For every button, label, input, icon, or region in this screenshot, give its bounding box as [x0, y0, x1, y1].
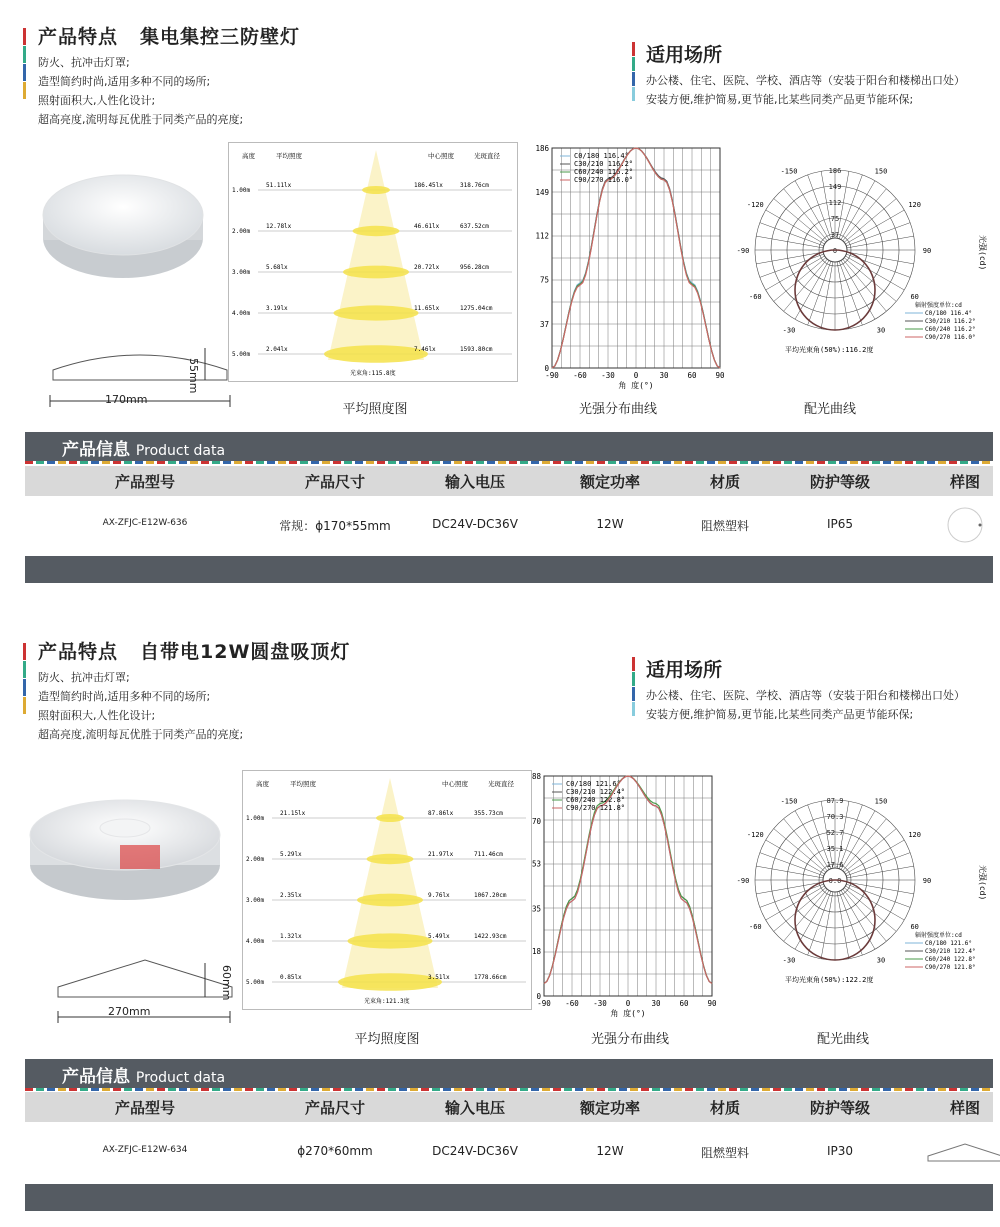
col-header: 产品尺寸	[304, 1099, 365, 1117]
color-accent-bar	[632, 42, 635, 102]
thumbnail-image	[925, 1139, 1000, 1165]
angle-label: -60	[748, 293, 762, 301]
col-header: 样图	[949, 473, 980, 491]
product-name: 自带电12W圆盘吸顶灯	[140, 641, 351, 663]
illum-height: 5.00m	[232, 351, 251, 358]
feature-title	[38, 637, 372, 664]
dimension-width: 170mm	[105, 393, 148, 406]
cell-power: 12W	[596, 1144, 624, 1158]
illum-header: 高度	[256, 780, 269, 788]
angle-label: -120	[746, 831, 764, 839]
legend-label: C0/180 121.6°	[925, 940, 972, 947]
radial-label: 70.3	[826, 813, 844, 821]
feature-item: 防火、抗冲击灯罩;	[38, 56, 130, 69]
angle-label: -30	[782, 326, 796, 335]
angle-label: -120	[746, 201, 764, 209]
y-tick-label: 149	[535, 187, 549, 197]
x-tick-label: 30	[659, 371, 669, 380]
table-row	[25, 500, 993, 550]
legend-label: C90/270 116.0°	[925, 334, 976, 341]
x-tick-label: 90	[707, 999, 717, 1008]
cell-voltage: DC24V-DC36V	[432, 1144, 518, 1158]
col-header: 防护等级	[809, 1099, 870, 1117]
illum-height: 4.00m	[246, 938, 265, 945]
angle-label: 60	[910, 923, 919, 931]
angle-label: 30	[876, 956, 886, 965]
thumbnail-image	[945, 505, 985, 545]
angle-label: 30	[876, 326, 886, 335]
application-line: 办公楼、住宅、医院、学校、酒店等（安装于阳台和楼梯出口处）	[646, 689, 965, 702]
angle-label: 120	[908, 201, 922, 209]
angle-label: -150	[780, 797, 798, 806]
radial-label: 37	[830, 231, 840, 239]
y-tick-label: 186	[535, 144, 549, 153]
radial-label: 75	[830, 215, 840, 223]
illum-center: 186.45lx	[414, 182, 443, 189]
color-accent-bar	[632, 657, 635, 717]
cell-size: ϕ270*60mm	[297, 1144, 373, 1158]
application-heading: 适用场所	[646, 659, 723, 681]
legend-label: C60/240 122.8°	[566, 796, 626, 804]
col-header: 额定功率	[579, 1099, 640, 1117]
light-spot	[376, 814, 404, 822]
info-title: 产品信息	[62, 440, 130, 460]
angle-label: 120	[908, 831, 922, 839]
angle-label: 90	[922, 247, 932, 255]
polar-beam-angle: 平均光束角(50%):122.2度	[785, 976, 874, 984]
legend-label: C0/180 116.4°	[925, 310, 972, 317]
lamp-photo	[38, 160, 208, 290]
light-spot	[334, 305, 419, 320]
x-axis-label: 角 度(°)	[618, 381, 654, 390]
radial-label: 149	[828, 183, 842, 191]
x-axis-label: 角 度(°)	[610, 1009, 646, 1018]
radial-label: 17.6	[826, 861, 844, 869]
y-tick-label: 0	[544, 364, 549, 373]
intensity-line-chart	[522, 770, 727, 1020]
illum-header: 光斑直径	[474, 152, 500, 160]
illum-diameter: 1778.66cm	[474, 974, 507, 981]
application-line: 安装方便,维护简易,更节能,比某些同类产品更节能环保;	[646, 708, 914, 721]
table-header	[25, 1092, 993, 1122]
illum-avg: 51.11lx	[266, 182, 292, 189]
x-tick-label: -90	[537, 999, 551, 1008]
legend-title: 辐射强度单位:cd	[915, 932, 962, 939]
legend-label: C0/180 116.4°	[574, 152, 629, 160]
x-tick-label: -30	[593, 999, 607, 1008]
y-tick-label: 53	[531, 859, 541, 869]
radial-label: 0.0	[828, 877, 842, 885]
product-section-2	[0, 615, 1000, 1215]
caption-intensity: 光强分布曲线	[590, 1032, 669, 1047]
illum-avg: 2.35lx	[280, 892, 302, 899]
illum-height: 2.00m	[232, 228, 251, 235]
y-tick-label: 37	[539, 320, 549, 330]
feature-list	[38, 53, 243, 129]
illum-avg: 5.29lx	[280, 851, 302, 858]
radial-label: 52.7	[826, 829, 844, 837]
illum-height: 5.00m	[246, 979, 265, 986]
polar-chart	[730, 785, 992, 990]
illum-height: 4.00m	[232, 310, 251, 317]
illum-diameter: 1422.93cm	[474, 933, 507, 940]
info-title: 产品信息	[62, 1067, 130, 1087]
cell-material: 阻燃塑料	[700, 519, 749, 533]
feature-list	[38, 668, 243, 744]
illum-diameter: 956.28cm	[460, 264, 489, 271]
caption-intensity: 光强分布曲线	[578, 402, 657, 417]
radial-label: 112	[828, 199, 842, 207]
feature-item: 超高亮度,流明每瓦优胜于同类产品的亮度;	[38, 728, 244, 741]
footer-bar	[25, 556, 993, 583]
y-tick-label: 75	[539, 275, 549, 285]
col-header: 产品尺寸	[304, 473, 365, 491]
caption-distribution: 配光曲线	[803, 402, 856, 417]
illum-avg: 5.68lx	[266, 264, 288, 271]
x-tick-label: -60	[565, 999, 579, 1008]
col-header: 输入电压	[444, 1099, 505, 1117]
illum-height: 3.00m	[232, 269, 251, 276]
y-tick-label: 70	[531, 817, 541, 826]
cell-ip: IP65	[826, 517, 854, 531]
caption-distribution: 配光曲线	[816, 1032, 869, 1047]
light-spot	[367, 854, 414, 864]
legend-label: C90/270 116.0°	[574, 176, 634, 184]
dimension-height: 60mm	[220, 965, 233, 1001]
caption-illuminance: 平均照度图	[354, 1032, 420, 1047]
application-text	[646, 686, 965, 724]
illum-center: 9.76lx	[428, 892, 450, 899]
application-line: 安装方便,维护简易,更节能,比某些同类产品更节能环保;	[646, 93, 914, 106]
application-heading: 适用场所	[646, 44, 723, 66]
legend-label: C30/210 116.2°	[574, 160, 634, 168]
angle-label: 60	[910, 293, 919, 301]
table-header	[25, 466, 993, 496]
legend-label: C60/240 116.2°	[574, 168, 634, 176]
legend-label: C90/270 121.8°	[925, 964, 976, 971]
color-accent-bar	[23, 28, 26, 98]
illum-avg: 3.19lx	[266, 305, 288, 312]
x-tick-label: 60	[679, 999, 689, 1008]
illum-center: 87.86lx	[428, 810, 454, 817]
x-tick-label: -30	[601, 371, 615, 380]
polar-chart	[730, 155, 992, 360]
angle-label: -90	[736, 877, 750, 885]
angle-label: 90	[922, 877, 932, 885]
feature-item: 防火、抗冲击灯罩;	[38, 671, 130, 684]
cell-size: 常规：ϕ170*55mm	[279, 519, 391, 533]
illum-height: 2.00m	[246, 856, 265, 863]
color-accent-bar	[23, 643, 26, 713]
polar-ylabel: 光强(cd)	[978, 235, 987, 271]
col-header: 输入电压	[444, 473, 505, 491]
info-header-bar	[25, 1059, 993, 1089]
illum-diameter: 1593.80cm	[460, 346, 493, 353]
x-tick-label: 60	[687, 371, 697, 380]
cell-voltage: DC24V-DC36V	[432, 517, 518, 531]
cell-material: 阻燃塑料	[700, 1146, 749, 1160]
col-header: 产品型号	[114, 473, 175, 491]
illum-center: 20.72lx	[414, 264, 440, 271]
info-title-en: Product data	[135, 1070, 226, 1086]
x-tick-label: 30	[651, 999, 661, 1008]
col-header: 样图	[949, 1099, 980, 1117]
legend-label: C60/240 122.8°	[925, 956, 976, 963]
illum-center: 11.65lx	[414, 305, 440, 312]
illum-center: 21.97lx	[428, 851, 454, 858]
illum-header: 平均照度	[290, 780, 316, 788]
illum-center: 3.51lx	[428, 974, 450, 981]
legend-label: C0/180 121.6°	[566, 780, 621, 788]
dimension-height: 55mm	[187, 358, 200, 394]
info-header-bar	[25, 432, 993, 462]
illuminance-diagram	[242, 770, 532, 1010]
table-row	[25, 1127, 993, 1177]
y-tick-label: 0	[536, 992, 541, 1001]
illum-header: 光斑直径	[488, 780, 514, 788]
illum-beam-angle: 光束角:115.8度	[350, 370, 396, 377]
illum-avg: 21.15lx	[280, 810, 306, 817]
y-tick-label: 18	[531, 947, 541, 956]
illum-header: 中心照度	[442, 780, 468, 788]
illum-diameter: 1275.04cm	[460, 305, 493, 312]
light-spot	[324, 345, 428, 363]
dotted-divider	[25, 1088, 993, 1091]
y-tick-label: 112	[535, 231, 549, 241]
feature-item: 超高亮度,流明每瓦优胜于同类产品的亮度;	[38, 113, 244, 126]
intensity-line-chart	[530, 142, 730, 394]
light-spot	[353, 226, 400, 236]
caption-illuminance: 平均照度图	[342, 402, 408, 417]
cell-ip: IP30	[826, 1144, 854, 1158]
radial-label: 0	[832, 247, 838, 255]
light-spot	[348, 933, 433, 948]
legend-label: C90/270 121.8°	[566, 804, 626, 812]
x-tick-label: 0	[625, 999, 631, 1008]
radial-label: 35.1	[826, 845, 844, 853]
legend-label: C60/240 116.2°	[925, 326, 976, 333]
radial-label: 87.9	[826, 797, 844, 805]
info-title-en: Product data	[135, 443, 226, 459]
feature-heading: 产品特点	[38, 26, 119, 48]
footer-bar	[25, 1184, 993, 1211]
cell-power: 12W	[596, 517, 624, 531]
illum-diameter: 318.76cm	[460, 182, 489, 189]
illum-header: 平均照度	[276, 152, 302, 160]
polar-ylabel: 光强(cd)	[978, 865, 987, 901]
feature-item: 照射面积大,人性化设计;	[38, 709, 156, 722]
illum-header: 高度	[242, 152, 255, 160]
feature-item: 照射面积大,人性化设计;	[38, 94, 156, 107]
illum-center: 46.61lx	[414, 223, 440, 230]
x-tick-label: 0	[633, 371, 639, 380]
illum-center: 7.46lx	[414, 346, 436, 353]
illum-height: 1.00m	[232, 187, 251, 194]
x-tick-label: 90	[715, 371, 725, 380]
illum-diameter: 711.46cm	[474, 851, 503, 858]
col-header: 材质	[709, 1099, 740, 1117]
angle-label: -60	[748, 923, 762, 931]
feature-item: 造型简约时尚,适用多种不同的场所;	[38, 75, 211, 88]
light-spot	[362, 186, 390, 194]
light-spot	[338, 973, 442, 991]
illum-height: 1.00m	[246, 815, 265, 822]
col-header: 防护等级	[809, 473, 870, 491]
angle-label: -90	[736, 247, 750, 255]
illum-diameter: 1067.20cm	[474, 892, 507, 899]
illum-center: 5.49lx	[428, 933, 450, 940]
radial-label: 186	[828, 167, 842, 175]
legend-label: C30/210 122.4°	[925, 948, 976, 955]
legend-label: C30/210 116.2°	[925, 318, 976, 325]
dimension-drawing	[50, 955, 240, 1030]
col-header: 额定功率	[579, 473, 640, 491]
angle-label: 150	[874, 797, 888, 806]
dotted-divider	[25, 461, 993, 464]
dimension-width: 270mm	[108, 1005, 151, 1018]
illum-avg: 1.32lx	[280, 933, 302, 940]
polar-beam-angle: 平均光束角(50%):116.2度	[785, 346, 874, 354]
product-section-1	[0, 0, 1000, 600]
illuminance-diagram	[228, 142, 518, 382]
lamp-photo	[25, 790, 225, 910]
feature-title	[38, 22, 322, 49]
legend-title: 辐射强度单位:cd	[915, 302, 962, 309]
angle-label: -150	[780, 167, 798, 176]
cell-model: AX-ZFJC-E12W-636	[102, 518, 188, 528]
col-header: 产品型号	[114, 1099, 175, 1117]
y-tick-label: 35	[531, 904, 541, 914]
cell-model: AX-ZFJC-E12W-634	[102, 1145, 188, 1155]
light-spot	[343, 266, 409, 279]
application-text	[646, 71, 965, 109]
illum-diameter: 637.52cm	[460, 223, 489, 230]
illum-height: 3.00m	[246, 897, 265, 904]
illum-avg: 0.85lx	[280, 974, 302, 981]
legend-label: C30/210 122.4°	[566, 788, 626, 796]
illum-header: 中心照度	[428, 152, 454, 160]
angle-label: 150	[874, 167, 888, 176]
light-spot	[357, 894, 423, 907]
illum-beam-angle: 光束角:121.3度	[364, 998, 410, 1005]
feature-heading: 产品特点	[38, 641, 119, 663]
col-header: 材质	[709, 473, 740, 491]
y-tick-label: 88	[531, 772, 541, 781]
product-name: 集电集控三防壁灯	[140, 26, 301, 48]
feature-item: 造型简约时尚,适用多种不同的场所;	[38, 690, 211, 703]
illum-avg: 12.78lx	[266, 223, 292, 230]
illum-avg: 2.04lx	[266, 346, 288, 353]
angle-label: -30	[782, 956, 796, 965]
application-line: 办公楼、住宅、医院、学校、酒店等（安装于阳台和楼梯出口处）	[646, 74, 965, 87]
illum-diameter: 355.73cm	[474, 810, 503, 817]
x-tick-label: -60	[573, 371, 587, 380]
x-tick-label: -90	[545, 371, 559, 380]
